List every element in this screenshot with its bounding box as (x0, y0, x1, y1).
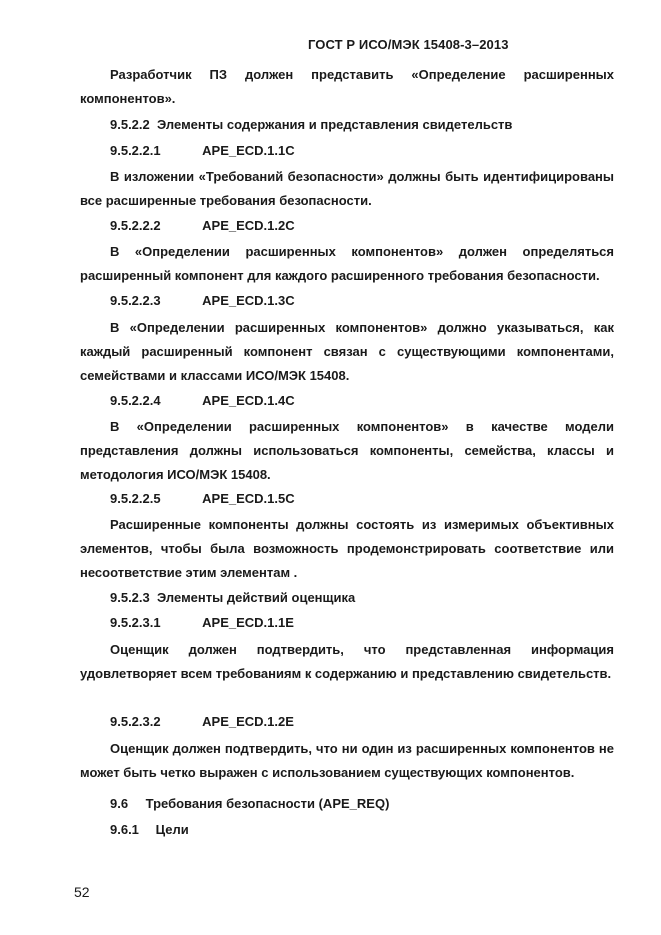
requirement-heading (110, 489, 295, 509)
requirement-code: APE_ECD.1.4C (202, 393, 295, 408)
paragraph: В изложении «Требований безопасности» должны быть идентифицированы все расширенные требования безопасности. (80, 169, 614, 208)
requirement-heading (110, 712, 294, 732)
requirement-code: APE_ECD.1.1C (202, 143, 295, 158)
paragraph: Разработчик ПЗ должен представить «Определение расширенных компонентов». (80, 67, 614, 106)
requirement-code: APE_ECD.1.2C (202, 218, 295, 233)
section-number: 9.5.2.2.3 (110, 293, 161, 308)
requirement-code: APE_ECD.1.1E (202, 615, 294, 630)
paragraph: Оценщик должен подтвердить, что ни один из расширенных компонентов не может быть четко выражен с использованием существующих компонентов. (80, 741, 614, 780)
section-title: Элементы действий оценщика (157, 590, 356, 605)
section-number: 9.6.1 (110, 822, 139, 837)
section-number: 9.5.2.2 (110, 117, 150, 132)
requirement-heading (110, 613, 294, 633)
section-number: 9.6 (110, 796, 129, 811)
section-number: 9.5.2.2.2 (110, 218, 161, 233)
requirement-code: APE_ECD.1.2E (202, 714, 294, 729)
section-title: Требования безопасности (APE_REQ) (145, 796, 390, 811)
section-number: 9.5.2.2.5 (110, 491, 161, 506)
section-number: 9.5.2.2.4 (110, 393, 161, 408)
requirement-code: APE_ECD.1.5C (202, 491, 295, 506)
paragraph: В «Определении расширенных компонентов» должен определяться расширенный компонент для каждого расширенного требования безопасности. (80, 244, 614, 283)
section-number: 9.5.2.3.2 (110, 714, 161, 729)
paragraph: В «Определении расширенных компонентов» должно указываться, как каждый расширенный компонент связан с существующими компонентами, семействами и классами ИСО/МЭК 15408. (80, 320, 614, 383)
requirement-heading (110, 216, 295, 236)
section-number: 9.5.2.3.1 (110, 615, 161, 630)
document-header: ГОСТ Р ИСО/МЭК 15408-3–2013 (308, 37, 509, 52)
section-heading (110, 115, 512, 135)
requirement-code: APE_ECD.1.3C (202, 293, 295, 308)
requirement-heading (110, 391, 295, 411)
section-heading (110, 820, 189, 840)
section-number: 9.5.2.2.1 (110, 143, 161, 158)
paragraph: Оценщик должен подтвердить, что представленная информация удовлетворяет всем требованиям к содержанию и представлению свидетельств. (80, 642, 614, 681)
section-title: Цели (155, 822, 189, 837)
paragraph: Расширенные компоненты должны состоять из измеримых объективных элементов, чтобы была возможность продемонстрировать соответствие или несоответствие этим элементам . (80, 517, 614, 580)
page-number: 52 (74, 884, 90, 900)
section-heading (110, 588, 355, 608)
paragraph: В «Определении расширенных компонентов» в качестве модели представления должны использоваться компоненты, семейства, классы и методология ИСО/МЭК 15408. (80, 419, 614, 482)
section-number: 9.5.2.3 (110, 590, 150, 605)
section-title: Элементы содержания и представления свидетельств (157, 117, 513, 132)
section-heading (110, 794, 389, 814)
requirement-heading (110, 291, 295, 311)
requirement-heading (110, 141, 295, 161)
